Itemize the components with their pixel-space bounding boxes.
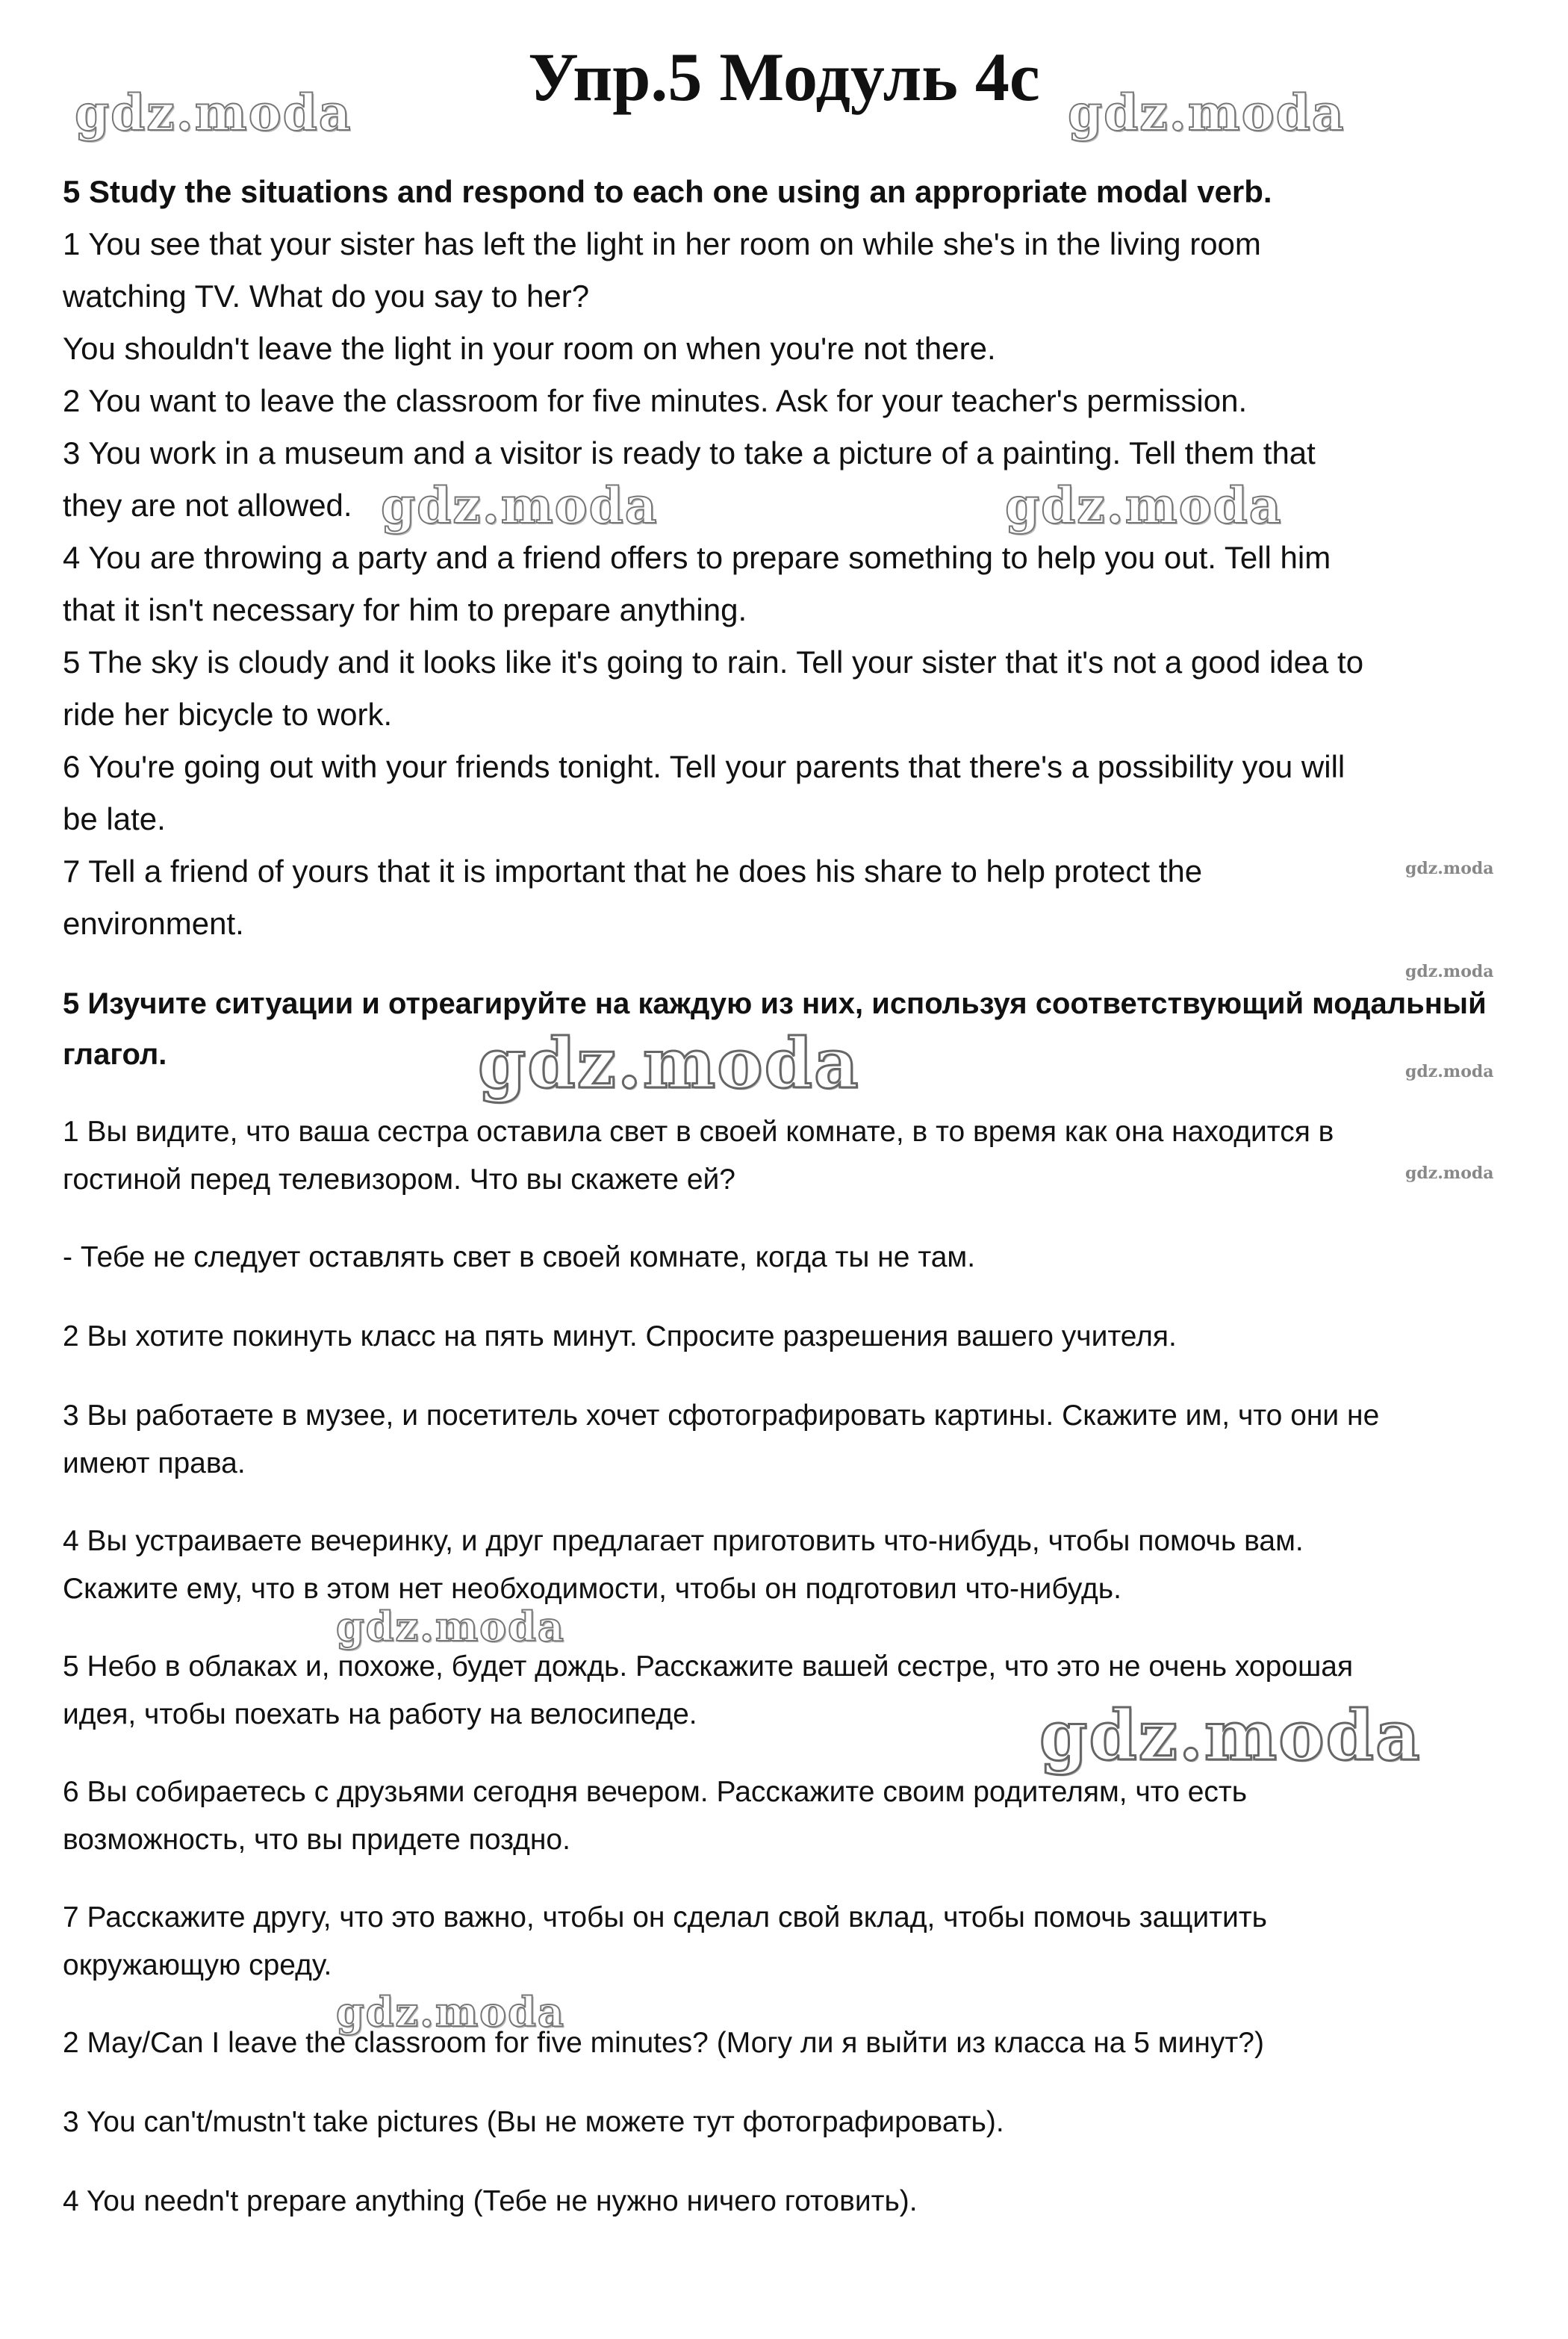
english-line: 2 You want to leave the classroom for five minutes. Ask for your teacher's permission. [63, 383, 1248, 418]
watermark-logo: gdz.moda [1039, 1695, 1422, 1776]
watermark-logo: gdz.moda [381, 476, 659, 535]
english-line: that it isn't necessary for him to prepare anything. [63, 592, 747, 627]
russian-line: 3 Вы работаете в музее, и посетитель хочет сфотографировать картины. Скажите им, что они не [63, 1400, 1380, 1432]
english-line: 7 Tell a friend of yours that it is important that he does his share to help protect the [63, 854, 1203, 889]
russian-line: 1 Вы видите, что ваша сестра оставила свет в своей комнате, в то время как она находится в [63, 1116, 1334, 1148]
watermark-small: gdz.moda [1405, 859, 1494, 878]
russian-heading-line: 5 Изучите ситуации и отреагируйте на каждую из них, используя соответствующий модальный [63, 987, 1487, 1020]
russian-line: возможность, что вы придете поздно. [63, 1824, 570, 1856]
english-heading: 5 Study the situations and respond to each one using an appropriate modal verb. [63, 174, 1272, 209]
russian-line: 7 Расскажите другу, что это важно, чтобы он сделал свой вклад, чтобы помочь защитить [63, 1901, 1267, 1933]
answer-line: 4 You needn't prepare anything (Тебе не нужно ничего готовить). [63, 2185, 918, 2217]
english-line: be late. [63, 801, 166, 836]
russian-line: идея, чтобы поехать на работу на велосипеде. [63, 1698, 697, 1730]
answer-line: 3 You can't/mustn't take pictures (Вы не можете тут фотографировать). [63, 2106, 1004, 2138]
english-line: 6 You're going out with your friends tonight. Tell your parents that there's a possibility you will [63, 749, 1345, 784]
russian-paragraph [63, 1518, 1511, 1613]
watermark-small: gdz.moda [1405, 962, 1494, 981]
english-exercise [63, 166, 1511, 950]
russian-line: имеют права. [63, 1447, 246, 1479]
watermark-logo: gdz.moda [75, 84, 352, 142]
russian-line: 2 Вы хотите покинуть класс на пять минут. Спросите разрешения вашего учителя. [63, 1320, 1177, 1352]
russian-line: 5 Небо в облаках и, похоже, будет дождь. Расскажите вашей сестре, что это не очень хорошая [63, 1650, 1354, 1683]
watermark-logo: gdz.moda [1005, 476, 1283, 535]
watermark-logo: gdz.moda [1068, 84, 1345, 142]
english-line: 3 You work in a museum and a visitor is ready to take a picture of a painting. Tell them that [63, 435, 1316, 470]
russian-paragraph [63, 1392, 1511, 1488]
russian-line: - Тебе не следует оставлять свет в своей комнате, когда ты не там. [63, 1241, 976, 1273]
watermark-logo: gdz.moda [336, 1603, 565, 1650]
russian-line: окружающую среду. [63, 1949, 332, 1981]
russian-paragraph [63, 1313, 1511, 1361]
russian-line: 6 Вы собираетесь с друзьями сегодня вечером. Расскажите своим родителям, что есть [63, 1776, 1248, 1808]
english-line: they are not allowed. [63, 488, 352, 523]
page-title: Упр.5 Модуль 4с [528, 39, 1040, 115]
answer-line: 2 May/Can I leave the classroom for five minutes? (Могу ли я выйти из класса на 5 минут?) [63, 2027, 1264, 2059]
watermark-small: gdz.moda [1405, 1062, 1494, 1081]
russian-paragraph [63, 1108, 1511, 1204]
watermark-small: gdz.moda [1405, 1164, 1494, 1183]
english-line: You shouldn't leave the light in your room on when you're not there. [63, 331, 996, 366]
russian-exercise [63, 978, 1511, 2225]
watermark-logo: gdz.moda [478, 1023, 860, 1104]
russian-line: Скажите ему, что в этом нет необходимости, чтобы он подготовил что-нибудь. [63, 1573, 1121, 1605]
russian-paragraph [63, 1894, 1511, 1989]
russian-paragraph [63, 1768, 1511, 1864]
english-line: watching TV. What do you say to her? [63, 279, 590, 314]
english-line: 4 You are throwing a party and a friend offers to prepare something to help you out. Tell him [63, 540, 1331, 575]
english-line: ride her bicycle to work. [63, 697, 393, 732]
russian-line: гостиной перед телевизором. Что вы скажете ей? [63, 1164, 735, 1196]
english-line: 1 You see that your sister has left the light in her room on while she's in the living room [63, 226, 1261, 261]
watermark-logo: gdz.moda [336, 1988, 565, 2036]
english-line: 5 The sky is cloudy and it looks like it's going to rain. Tell your sister that it's not a good idea to [63, 644, 1364, 680]
russian-heading-line: глагол. [63, 1038, 167, 1071]
english-line: environment. [63, 906, 244, 941]
russian-line: 4 Вы устраиваете вечеринку, и друг предлагает приготовить что-нибудь, чтобы помочь вам. [63, 1525, 1304, 1557]
answers-section [63, 2019, 1511, 2225]
russian-paragraph [63, 1234, 1511, 1282]
